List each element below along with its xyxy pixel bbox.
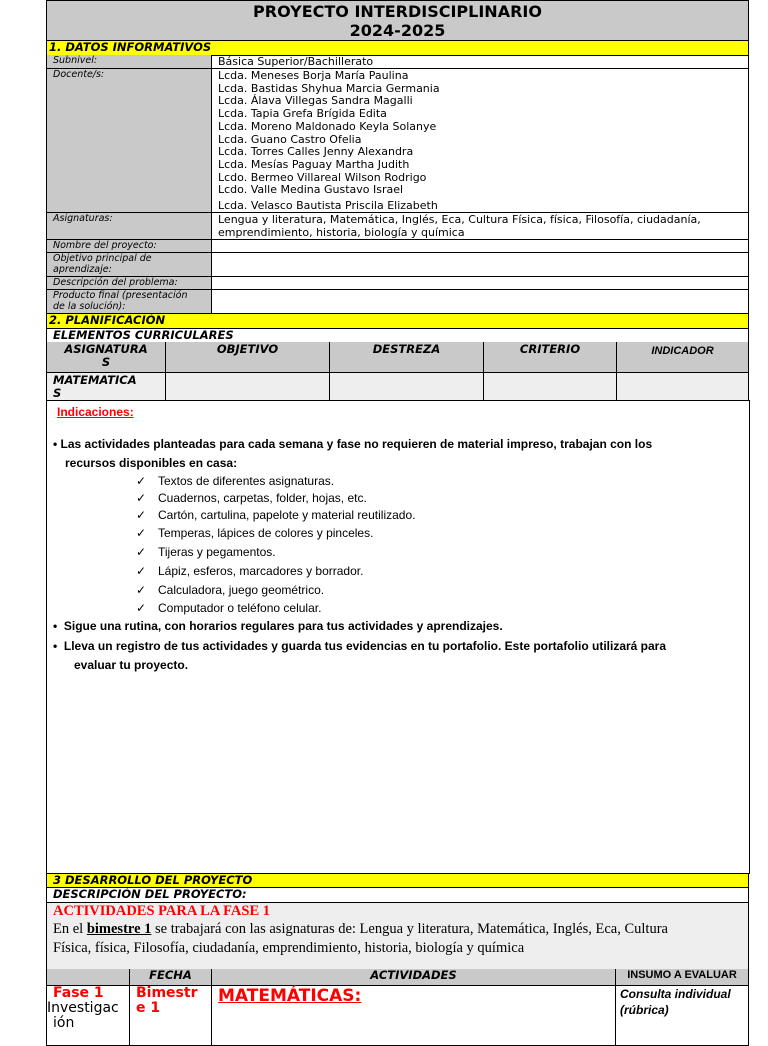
descripcion-text: En el bimestre 1 se trabajará con las asignaturas de: Lengua y literatura, Matemática, Inglés, Eca, Cultura	[53, 921, 668, 937]
cell-fecha: Bimestr e 1	[130, 986, 212, 1045]
docentes-label: Docente/s:	[47, 69, 212, 212]
checklist-item: ✓ Calculadora, juego geométrico.	[136, 583, 325, 597]
checkmark-icon: ✓	[136, 564, 147, 578]
elementos-curriculares-heading: ELEMENTOS CURRICULARES	[46, 328, 749, 343]
section-1-header: 1. DATOS INFORMATIVOS	[46, 40, 749, 56]
nombre-proyecto-label: Nombre del proyecto:	[47, 240, 212, 252]
nombre-proyecto-row	[46, 240, 749, 253]
col-insumo: INSUMO A EVALUAR	[627, 969, 737, 981]
bullet-portafolio: • Lleva un registro de tus actividades y guarda tus evidencias en tu portafolio. Este portafolio utilizará para evaluar tu proyecto.	[53, 639, 667, 672]
checklist-item: ✓ Computador o teléfono celular.	[136, 601, 322, 615]
descripcion-proyecto-box: ACTIVIDADES PARA LA FASE 1 En el bimestre 1 se trabajará con las asignaturas de: Lengua y literatura, Matemática, Inglés, Eca, Cultura Física, física, Filosofía, ciudadanía, emprendimiento, historia, biología y química	[46, 902, 749, 970]
bullet-rutina: • Sigue una rutina, con horarios regulares para tus actividades y aprendizajes.	[53, 619, 503, 633]
col-fecha: FECHA	[130, 969, 212, 985]
col-fase	[47, 969, 130, 985]
checkmark-icon: ✓	[136, 491, 147, 505]
cell-indicador[interactable]	[617, 373, 748, 400]
subnivel-row	[46, 55, 749, 69]
checklist-item: ✓ Temperas, lápices de colores y pinceles.	[136, 526, 374, 540]
checkmark-icon: ✓	[136, 545, 147, 559]
bullet-icon: •	[53, 437, 58, 451]
section-2-header: 2. PLANIFICACIÓN	[46, 313, 749, 329]
col-actividades: ACTIVIDADES	[212, 969, 616, 985]
nombre-proyecto-value[interactable]	[212, 240, 748, 252]
col-destreza: DESTREZA	[330, 342, 484, 372]
objetivo-value[interactable]	[212, 253, 748, 276]
checkmark-icon: ✓	[136, 526, 147, 540]
cell-destreza[interactable]	[330, 373, 484, 400]
cell-insumo: Consulta individual (rúbrica)	[620, 987, 731, 1017]
checklist-item: ✓ Textos de diferentes asignaturas.	[136, 474, 335, 488]
docente-item: Lcda. Tapia Grefa Brígida Edita	[218, 107, 387, 121]
col-objetivo: OBJETIVO	[166, 342, 330, 372]
producto-final-label: Producto final (presentación de la solución):	[47, 290, 212, 313]
checkmark-icon: ✓	[136, 474, 147, 488]
docente-item: Lcdo. Valle Medina Gustavo Israel	[218, 183, 404, 197]
subnivel-value: Básica Superior/Bachillerato	[218, 55, 374, 68]
docente-item: Lcda. Moreno Maldonado Keyla Solanye	[218, 119, 437, 133]
checklist-item: ✓ Cartón, cartulina, papelote y material reutilizado.	[136, 508, 416, 522]
activities-table-header	[46, 969, 749, 986]
checklist-item: ✓ Lápiz, esferos, marcadores y borrador.	[136, 564, 364, 578]
descripcion-problema-label: Descripción del problema:	[47, 277, 212, 289]
section-3-header: 3 DESARROLLO DEL PROYECTO	[46, 873, 749, 888]
col-indicador: INDICADOR	[651, 345, 714, 357]
bullet-icon: •	[53, 619, 58, 633]
indicaciones-title: Indicaciones:	[57, 405, 134, 419]
asignaturas-label: Asignaturas:	[47, 213, 212, 239]
bullet-icon: •	[53, 639, 58, 653]
cell-objetivo[interactable]	[166, 373, 330, 400]
col-asignaturas: ASIGNATURA S	[47, 342, 166, 372]
title-line-1: PROYECTO INTERDISCIPLINARIO	[253, 2, 542, 21]
objetivo-label: Objetivo principal de aprendizaje:	[47, 253, 212, 276]
col-criterio: CRITERIO	[484, 342, 617, 372]
checklist-item: ✓ Cuadernos, carpetas, folder, hojas, etc.	[136, 491, 367, 505]
checklist-item: ✓ Tijeras y pegamentos.	[136, 545, 276, 559]
descripcion-proyecto-heading: DESCRIPCIÓN DEL PROYECTO:	[46, 887, 749, 903]
producto-final-row	[46, 290, 749, 314]
objetivo-row	[46, 253, 749, 277]
docente-item: Lcda. Torres Calles Jenny Alexandra	[218, 145, 414, 159]
fase-title: ACTIVIDADES PARA LA FASE 1	[53, 903, 270, 919]
docente-item: Lcda. Bastidas Shyhua Marcia Germania	[218, 81, 440, 95]
asignaturas-row	[46, 213, 749, 240]
subnivel-label: Subnivel:	[47, 55, 212, 68]
curricular-row-matematicas	[46, 373, 749, 401]
checkmark-icon: ✓	[136, 508, 147, 522]
docente-item: Lcda. Meneses Borja María Paulina	[218, 69, 409, 82]
cell-criterio[interactable]	[484, 373, 617, 400]
bullet-materiales: • Las actividades planteadas para cada semana y fase no requieren de material impreso, trabajan con los recursos disponibles en casa:	[53, 437, 653, 470]
title-line-2: 2024-2025	[349, 21, 446, 40]
checkmark-icon: ✓	[136, 583, 147, 597]
docente-item: Lcda. Guano Castro Ofelia	[218, 132, 362, 146]
checkmark-icon: ✓	[136, 601, 147, 615]
indicaciones-box	[46, 400, 750, 874]
asignaturas-value: Lengua y literatura, Matemática, Inglés, Eca, Cultura Física, física, Filosofía, ciudadanía, emprendimiento, historia, biología y química	[218, 213, 701, 239]
cell-fase: Fase 1 Investigac ión	[47, 986, 130, 1045]
row-asignatura: MATEMATICA S	[47, 373, 166, 400]
docente-item: Lcda. Velasco Bautista Priscila Elizabeth	[218, 199, 438, 213]
producto-final-value[interactable]	[212, 290, 748, 313]
document-title	[46, 0, 749, 41]
docente-item: Lcda. Álava Villegas Sandra Magalli	[218, 94, 413, 108]
cell-actividad: MATEMÁTICAS:	[212, 986, 616, 1045]
descripcion-problema-row	[46, 277, 749, 290]
docentes-row	[46, 69, 749, 213]
descripcion-problema-value[interactable]	[212, 277, 748, 289]
activities-row-fase-1	[46, 986, 749, 1046]
docente-item: Lcda. Mesías Paguay Martha Judith	[218, 157, 410, 171]
docentes-list	[212, 69, 748, 212]
curricular-table-header	[46, 342, 749, 373]
docente-item: Lcdo. Bermeo Villareal Wilson Rodrigo	[218, 170, 427, 184]
